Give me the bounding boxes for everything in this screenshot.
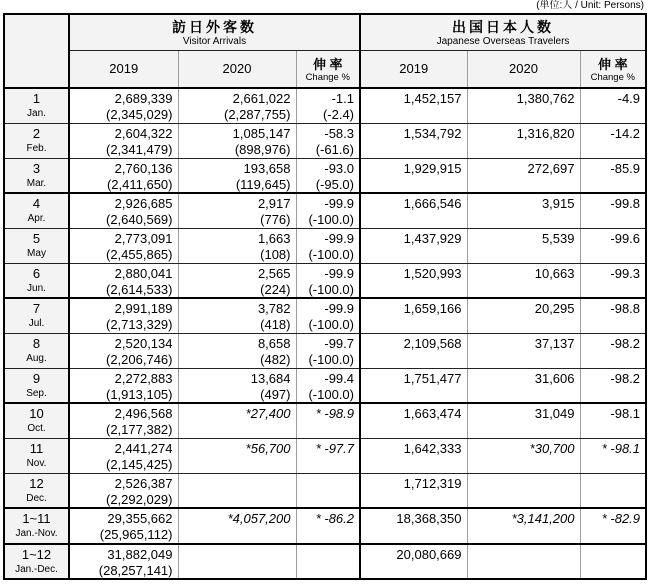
- value: [581, 545, 641, 546]
- value: 1,642,333: [403, 440, 462, 456]
- table-row-apr: [4, 193, 646, 228]
- value: -98.2: [610, 335, 641, 351]
- japanese-2020-cell: [467, 508, 580, 544]
- value: -58.3: [324, 125, 354, 141]
- japanese-change-cell: [580, 263, 646, 298]
- value-paren: (-100.0): [308, 281, 354, 297]
- japanese-change-cell: [580, 298, 646, 333]
- month-cell: [4, 333, 69, 368]
- japanese-2019-cell: [360, 88, 467, 123]
- visitor-2020-cell: [178, 544, 296, 579]
- visitor-2020-cell: [178, 333, 296, 368]
- table-row-feb: [4, 123, 646, 158]
- japanese-change-cell: [580, 438, 646, 473]
- visitor-2019-cell: [69, 228, 178, 263]
- visitor-change-cell: [296, 88, 360, 123]
- japanese-2020-cell: [467, 123, 580, 158]
- value: 13,684: [250, 370, 291, 386]
- japanese-2019-cell: [360, 508, 467, 544]
- month-number: 7: [32, 301, 41, 316]
- value-paren: (-95.0): [315, 176, 354, 192]
- value-paren: (224): [260, 281, 291, 297]
- value: 2,880,041: [114, 265, 173, 281]
- visitor-change-cell: [296, 158, 360, 193]
- month-cell: [4, 298, 69, 333]
- value-paren: (2,411,650): [106, 176, 173, 192]
- value: 1,085,147: [232, 125, 291, 141]
- value: 2,760,136: [114, 160, 173, 176]
- visitor-change-cell: [296, 263, 360, 298]
- value: *56,700: [245, 440, 291, 456]
- japanese-2020-cell: [467, 298, 580, 333]
- year-header-row: [4, 50, 646, 88]
- value-paren: (-100.0): [308, 317, 354, 332]
- value-paren: (2,640,569): [106, 212, 173, 227]
- visitor-change-cell: [296, 438, 360, 473]
- visitor-2020-cell: [178, 88, 296, 123]
- value-paren: (898,976): [234, 141, 291, 157]
- value: -98.2: [610, 370, 641, 386]
- visitor-2020-cell: [178, 438, 296, 473]
- value: *3,141,200: [511, 511, 575, 526]
- table-row-jul: [4, 298, 646, 333]
- value: *30,700: [529, 440, 575, 456]
- visitor-2019-cell: [69, 263, 178, 298]
- japanese-2020-cell: [467, 473, 580, 508]
- value: -1.1: [331, 91, 354, 106]
- value: 8,658: [257, 335, 291, 351]
- japanese-2019-cell: [360, 298, 467, 333]
- month-cell: [4, 88, 69, 123]
- visitor-change-cell: [296, 228, 360, 263]
- japanese-change-cell: [580, 368, 646, 403]
- value-paren: (-100.0): [308, 386, 354, 402]
- value-paren: (2,177,382): [106, 422, 173, 437]
- value: 2,926,685: [114, 196, 173, 211]
- value: [179, 545, 291, 546]
- visitor-change-cell: [296, 368, 360, 403]
- japanese-2019-cell: [360, 473, 467, 508]
- visitor-2019-cell: [69, 123, 178, 158]
- month-number: 9: [32, 370, 41, 386]
- visitor-change-cell: [296, 473, 360, 508]
- visitor-2020-cell: [178, 298, 296, 333]
- value: -99.9: [324, 301, 354, 316]
- value-paren: (2,145,425): [106, 456, 173, 472]
- value-paren: (119,645): [235, 176, 291, 192]
- visitor-2019-header: 2019: [69, 50, 178, 88]
- table-row-nov: [4, 438, 646, 473]
- visitor-2019-cell: [69, 193, 178, 228]
- value: -99.4: [324, 370, 354, 386]
- value: -99.9: [324, 196, 354, 211]
- value: -99.3: [610, 265, 641, 281]
- value-paren: (-100.0): [308, 246, 354, 262]
- value: 1,380,762: [516, 91, 575, 106]
- value-paren: (2,287,755): [224, 107, 291, 122]
- japanese-2020-cell: [467, 88, 580, 123]
- japanese-2019-cell: [360, 333, 467, 368]
- month-number: 4: [32, 196, 41, 211]
- month-number: 2: [32, 125, 41, 141]
- visitor-2020-cell: [178, 473, 296, 508]
- value-paren: (2,455,865): [106, 246, 173, 262]
- japanese-change-cell: [580, 508, 646, 544]
- visitor-2020-cell: [178, 193, 296, 228]
- table-row-sep: [4, 368, 646, 403]
- table-row-jun: [4, 263, 646, 298]
- value-paren: (2,292,029): [106, 491, 173, 507]
- value: 2,109,568: [403, 335, 462, 351]
- visitor-2019-cell: [69, 403, 178, 438]
- month-abbr: May: [27, 247, 46, 259]
- month-abbr: Oct.: [27, 423, 46, 434]
- visitor-2019-cell: [69, 544, 178, 579]
- value: 5,539: [541, 230, 575, 246]
- month-abbr: Jan.: [27, 108, 46, 119]
- group-header-row: [4, 14, 646, 50]
- month-number: 12: [29, 475, 44, 491]
- value: [179, 474, 291, 475]
- value-paren: (28,257,141): [98, 563, 173, 578]
- visitor-2019-cell: [69, 438, 178, 473]
- table-row-dec: [4, 473, 646, 508]
- month-cell: [4, 438, 69, 473]
- japanese-change-cell: [580, 158, 646, 193]
- month-abbr: Nov.: [26, 457, 47, 469]
- japanese-2020-cell: [467, 438, 580, 473]
- table-row-may: [4, 228, 646, 263]
- japanese-2019-cell: [360, 368, 467, 403]
- visitor-2020-cell: [178, 263, 296, 298]
- visitor-change-cell: [296, 403, 360, 438]
- month-number: 5: [32, 230, 41, 246]
- japanese-2019-cell: [360, 123, 467, 158]
- month-cell: [4, 473, 69, 508]
- value: [297, 545, 355, 546]
- value: -99.9: [324, 265, 354, 281]
- value: * -98.1: [601, 440, 641, 456]
- value-paren: (2,341,479): [106, 141, 173, 157]
- value-paren: (418): [260, 317, 291, 332]
- japanese-change-cell: [580, 473, 646, 508]
- value-paren: (497): [260, 386, 291, 402]
- value: 1,929,915: [403, 160, 462, 176]
- value-paren: (2,345,029): [106, 107, 173, 122]
- value: 2,661,022: [232, 91, 291, 106]
- value: 2,565: [257, 265, 291, 281]
- value: * -98.9: [315, 406, 354, 421]
- month-cell: [4, 158, 69, 193]
- value: 18,368,350: [396, 511, 462, 526]
- month-number: 1~12: [21, 547, 52, 562]
- visitor-group-header: [69, 14, 360, 50]
- change-label-ja: 伸 率: [597, 57, 628, 73]
- value: -14.2: [610, 125, 641, 141]
- visitor-change-cell: [296, 333, 360, 368]
- japanese-2020-header: 2020: [467, 50, 580, 88]
- japanese-change-header: [580, 50, 646, 88]
- visitor-2020-cell: [178, 403, 296, 438]
- table-row-aug: [4, 333, 646, 368]
- month-abbr: Mar.: [26, 177, 47, 189]
- value: 1,663,474: [403, 406, 462, 421]
- value: 31,049: [534, 406, 575, 421]
- visitor-2020-cell: [178, 158, 296, 193]
- value: [581, 474, 641, 475]
- visitor-2019-cell: [69, 298, 178, 333]
- month-abbr: Feb.: [26, 142, 47, 154]
- change-label-ja: 伸 率: [312, 57, 343, 73]
- visitor-change-cell: [296, 508, 360, 544]
- value: 2,991,189: [114, 301, 173, 316]
- value: 2,773,091: [114, 230, 173, 246]
- japanese-2020-cell: [467, 263, 580, 298]
- japanese-change-cell: [580, 88, 646, 123]
- japanese-2020-cell: [467, 368, 580, 403]
- value: 37,137: [534, 335, 575, 351]
- unit-note: (単位:人 / Unit: Persons): [536, 0, 644, 11]
- japanese-2019-header: 2019: [360, 50, 467, 88]
- value: 272,697: [527, 160, 575, 176]
- visitor-change-header: [296, 50, 360, 88]
- visitor-2020-cell: [178, 368, 296, 403]
- visitor-group-title-ja: 訪日外客数: [172, 19, 257, 36]
- value: 2,496,568: [114, 406, 173, 421]
- value: 2,604,322: [114, 125, 173, 141]
- value-paren: (-100.0): [308, 212, 354, 227]
- value: 1,751,477: [403, 370, 462, 386]
- value: 1,666,546: [403, 196, 462, 211]
- month-cell: [4, 403, 69, 438]
- value: *27,400: [245, 406, 291, 421]
- value-paren: (2,614,533): [106, 281, 173, 297]
- value: -99.7: [324, 335, 354, 351]
- japanese-change-cell: [580, 403, 646, 438]
- month-cell: [4, 228, 69, 263]
- value: 1,437,929: [403, 230, 462, 246]
- value: * -82.9: [601, 511, 641, 526]
- value: -99.6: [610, 230, 641, 246]
- month-number: 1: [32, 91, 41, 106]
- value: -99.9: [324, 230, 354, 246]
- japanese-2019-cell: [360, 438, 467, 473]
- visitor-group-title-en: Visitor Arrivals: [182, 36, 247, 48]
- value: 1,712,319: [403, 475, 462, 491]
- value: 31,882,049: [107, 547, 173, 562]
- visitor-change-cell: [296, 298, 360, 333]
- value: 1,316,820: [516, 125, 575, 141]
- japanese-2019-cell: [360, 228, 467, 263]
- japanese-2019-cell: [360, 158, 467, 193]
- japanese-2020-cell: [467, 158, 580, 193]
- value: * -97.7: [315, 440, 354, 456]
- month-number: 10: [29, 406, 44, 421]
- value-paren: (776): [260, 212, 291, 227]
- value: 3,915: [541, 196, 575, 211]
- value-paren: (108): [260, 246, 291, 262]
- value-paren: (-2.4): [322, 107, 354, 122]
- value: -98.1: [610, 406, 641, 421]
- value: [297, 474, 355, 475]
- value: 1,659,166: [403, 301, 462, 316]
- japanese-change-cell: [580, 333, 646, 368]
- value: 29,355,662: [107, 511, 173, 526]
- visitor-2019-cell: [69, 333, 178, 368]
- visitor-2019-cell: [69, 88, 178, 123]
- value: 1,452,157: [403, 91, 462, 106]
- japanese-2019-cell: [360, 403, 467, 438]
- japanese-group-title-ja: 出国日本人数: [452, 19, 555, 36]
- month-number: 3: [32, 160, 41, 176]
- visitor-2020-cell: [178, 228, 296, 263]
- value: 20,295: [534, 301, 575, 316]
- table-row-jan-dec-total: [4, 544, 646, 579]
- month-abbr: Sep.: [26, 387, 47, 399]
- month-abbr: Aug.: [26, 352, 47, 364]
- value: 1,663: [257, 230, 291, 246]
- value-paren: (1,913,105): [106, 386, 173, 402]
- value: *4,057,200: [227, 511, 291, 526]
- value: 1,534,792: [403, 125, 462, 141]
- value: 2,441,274: [114, 440, 173, 456]
- visitor-change-cell: [296, 193, 360, 228]
- month-number: 11: [29, 440, 44, 456]
- value: * -86.2: [315, 511, 354, 526]
- value: 2,520,134: [114, 335, 173, 351]
- month-abbr: Dec.: [26, 492, 47, 504]
- value: -93.0: [324, 160, 354, 176]
- japanese-2020-cell: [467, 228, 580, 263]
- visitor-2020-cell: [178, 508, 296, 544]
- value: [468, 474, 575, 475]
- table-row-oct: [4, 403, 646, 438]
- value: 1,520,993: [403, 265, 462, 281]
- value: 2,917: [257, 196, 291, 211]
- stats-table: [3, 13, 647, 580]
- visitor-2019-cell: [69, 508, 178, 544]
- month-column-header: [4, 14, 69, 88]
- value: -98.8: [610, 301, 641, 316]
- value: 31,606: [534, 370, 575, 386]
- month-abbr: Jan.-Nov.: [15, 528, 58, 539]
- month-cell: [4, 368, 69, 403]
- visitor-2020-cell: [178, 123, 296, 158]
- japanese-2020-cell: [467, 333, 580, 368]
- value: [468, 545, 575, 546]
- visitor-2019-cell: [69, 473, 178, 508]
- value-paren: (-100.0): [308, 351, 354, 367]
- japanese-change-cell: [580, 228, 646, 263]
- value: 2,526,387: [114, 475, 173, 491]
- table-row-jan: [4, 88, 646, 123]
- japanese-2019-cell: [360, 263, 467, 298]
- value: 20,080,669: [396, 547, 462, 562]
- visitor-2020-header: 2020: [178, 50, 296, 88]
- value: 2,272,883: [114, 370, 173, 386]
- month-cell: [4, 544, 69, 579]
- month-abbr: Jan.-Dec.: [15, 564, 58, 575]
- visitor-change-cell: [296, 544, 360, 579]
- value-paren: (25,965,112): [99, 527, 173, 542]
- table-row-mar: [4, 158, 646, 193]
- month-cell: [4, 123, 69, 158]
- value-paren: (-61.6): [315, 141, 354, 157]
- month-cell: [4, 508, 69, 544]
- japanese-2020-cell: [467, 544, 580, 579]
- value-paren: (2,713,329): [106, 317, 173, 332]
- visitor-change-cell: [296, 123, 360, 158]
- japanese-2020-cell: [467, 403, 580, 438]
- visitor-2019-cell: [69, 368, 178, 403]
- japanese-change-cell: [580, 544, 646, 579]
- japanese-group-title-en: Japanese Overseas Travelers: [436, 36, 570, 48]
- japanese-change-cell: [580, 193, 646, 228]
- value: -85.9: [610, 160, 641, 176]
- month-cell: [4, 263, 69, 298]
- value: 2,689,339: [114, 91, 173, 106]
- value: -4.9: [617, 91, 641, 106]
- month-number: 8: [32, 335, 41, 351]
- value: 193,658: [243, 160, 291, 176]
- month-abbr: Jul.: [28, 318, 45, 329]
- japanese-2020-cell: [467, 193, 580, 228]
- value-paren: (2,206,746): [106, 351, 173, 367]
- value: -99.8: [610, 196, 641, 211]
- japanese-2019-cell: [360, 544, 467, 579]
- value-paren: (482): [260, 351, 291, 367]
- value: 10,663: [534, 265, 575, 281]
- change-label-en: Change %: [590, 72, 635, 84]
- month-cell: [4, 193, 69, 228]
- visitor-2019-cell: [69, 158, 178, 193]
- month-number: 6: [32, 265, 41, 281]
- japanese-group-header: [360, 14, 646, 50]
- month-abbr: Apr.: [27, 213, 46, 224]
- table-row-jan-nov-total: [4, 508, 646, 544]
- japanese-change-cell: [580, 123, 646, 158]
- month-abbr: Jun.: [27, 282, 46, 294]
- change-label-en: Change %: [305, 72, 350, 84]
- value: 3,782: [257, 301, 291, 316]
- month-number: 1~11: [22, 511, 51, 526]
- japanese-2019-cell: [360, 193, 467, 228]
